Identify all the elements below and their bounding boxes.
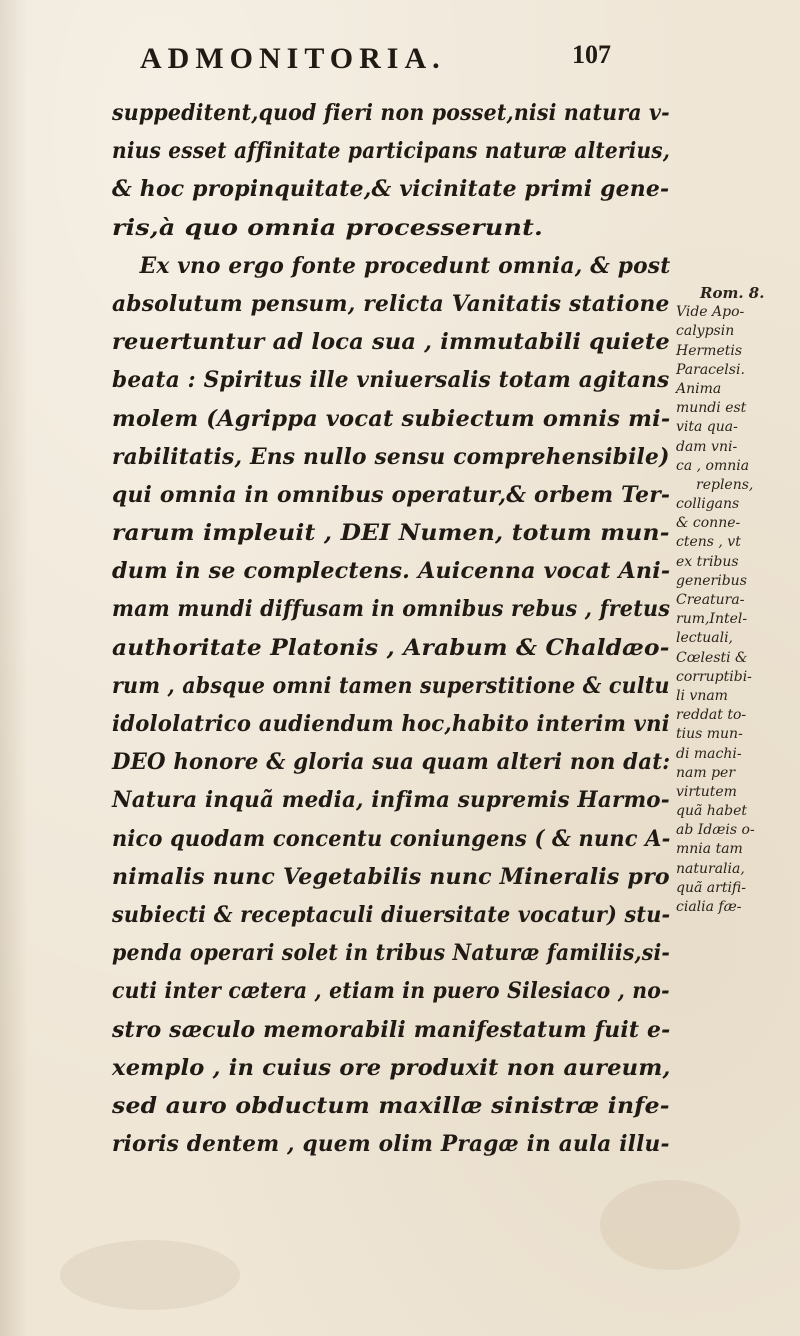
text-line: Natura inquã media, infima supremis Harmo- <box>112 787 670 814</box>
paper-stain <box>60 1240 240 1310</box>
margin-note-line: quã artifi- <box>676 879 746 896</box>
margin-note-line: rum,Intel- <box>676 611 748 628</box>
margin-note-line: colligans <box>676 496 740 513</box>
margin-note-line: nam per <box>676 764 736 781</box>
text-line: sed auro obductum maxillæ sinistræ infe- <box>112 1092 670 1119</box>
margin-note-line: cialia fæ- <box>676 899 742 915</box>
page-number: 107 <box>572 40 611 69</box>
text-line: mam mundi diffusam in omnibus rebus , fretus <box>112 596 671 623</box>
text-line: cuti inter cætera , etiam in puero Silesiaco , no- <box>112 978 670 1005</box>
text-line: xemplo , in cuius ore produxit non aureum, <box>112 1054 671 1081</box>
text-line: authoritate Platonis , Arabum & Chaldæo- <box>112 634 670 661</box>
margin-note-line: ctens , vt <box>676 534 741 551</box>
text-line: nimalis nunc Vegetabilis nunc Mineralis pro <box>112 863 670 890</box>
margin-note-line: replens, <box>696 476 754 493</box>
text-line: & hoc propinquitate,& vicinitate primi gene- <box>112 176 670 203</box>
text-line: qui omnia in omnibus operatur,& orbem Ter- <box>112 481 671 508</box>
margin-note-line: corruptibi- <box>676 668 752 685</box>
margin-note-line: Paracelsi. <box>676 361 745 378</box>
text-line: beata : Spiritus ille vniuersalis totam agitans <box>112 367 670 394</box>
margin-note-line: Vide Apo- <box>676 304 745 321</box>
margin-note-line: di machi- <box>676 745 742 762</box>
text-line: Ex vno ergo fonte procedunt omnia, & post <box>139 252 671 279</box>
margin-note-line: vita qua- <box>676 419 738 436</box>
text-line: rum , absque omni tamen superstitione & cultu <box>112 672 670 699</box>
margin-note-line: li vnam <box>676 687 728 704</box>
text-line: nico quodam concentu coniungens ( & nunc A- <box>112 825 671 852</box>
text-line: suppeditent,quod fieri non posset,nisi natura v- <box>112 100 670 126</box>
margin-note-line: tius mun- <box>676 726 743 743</box>
margin-note-line: lectuali, <box>676 630 733 647</box>
margin-note-line: Creatura- <box>676 592 745 608</box>
margin-note-line: ex tribus <box>676 553 739 570</box>
paper-stain <box>600 1180 740 1270</box>
text-line: rioris dentem , quem olim Pragæ in aula illu- <box>112 1131 670 1158</box>
text-line: penda operari solet in tribus Naturæ familiis,si- <box>112 940 671 967</box>
text-line: idololatrico audiendum hoc,habito interim vni <box>112 711 670 737</box>
text-line: nius esset affinitate participans naturæ alterius, <box>112 138 671 165</box>
marginal-notes <box>676 284 796 917</box>
text-line: rarum impleuit , DEI Numen, totum mun- <box>112 520 670 547</box>
margin-note-line: calypsin <box>676 323 735 340</box>
running-head: ADMONITORIA. <box>140 42 446 75</box>
margin-note-line: ca , omnia <box>676 457 750 474</box>
main-text-block <box>112 94 672 1163</box>
margin-note-line: ab Idæis o- <box>676 822 755 839</box>
text-line: molem (Agrippa vocat subiectum omnis mi- <box>112 405 671 432</box>
margin-note-line: dam vni- <box>676 438 738 455</box>
margin-note-line: generibus <box>676 572 747 589</box>
text-line: DEO honore & gloria sua quam alteri non dat: <box>112 749 671 776</box>
text-line: dum in se complectens. Auicenna vocat Ani- <box>112 558 671 585</box>
margin-note-line: mundi est <box>676 400 747 417</box>
margin-note-line: mnia tam <box>676 841 743 858</box>
text-line: subiecti & receptaculi diuersitate vocatur) stu- <box>112 901 671 928</box>
margin-note-line: Anima <box>676 380 722 397</box>
text-line: rabilitatis, Ens nullo sensu comprehensibile) <box>112 443 670 470</box>
margin-note-line: virtutem <box>676 783 737 800</box>
margin-note-line: Cœlesti & <box>676 649 748 666</box>
text-line: absolutum pensum, relicta Vanitatis statione <box>112 290 670 317</box>
text-line: reuertuntur ad loca sua , immutabili quiete <box>112 329 670 356</box>
text-line: stro sæculo memorabili manifestatum fuit e- <box>112 1016 671 1043</box>
text-line: ris,à quo omnia processerunt. <box>112 214 544 241</box>
margin-note-line: Hermetis <box>676 342 743 359</box>
margin-note-line: & conne- <box>676 515 741 532</box>
margin-note-line: quã habet <box>676 803 748 820</box>
margin-note-line: reddat to- <box>676 707 747 724</box>
margin-note-line: Rom. 8. <box>700 284 765 302</box>
margin-note-line: naturalia, <box>676 860 745 877</box>
